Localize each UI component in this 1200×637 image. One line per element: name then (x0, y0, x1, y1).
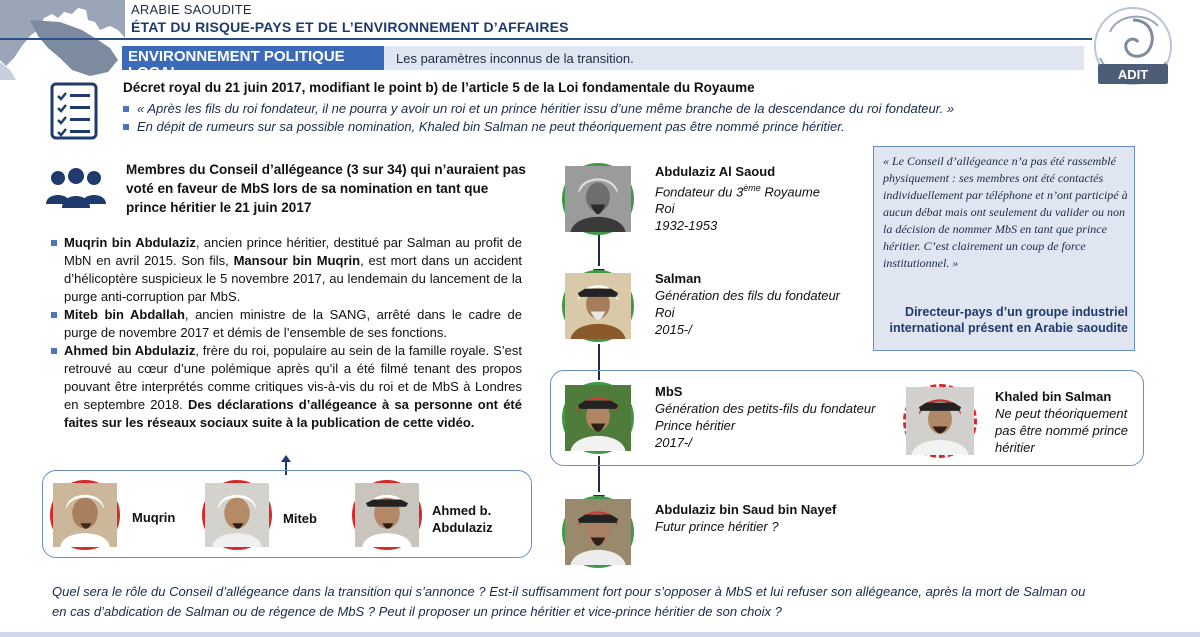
portrait-abdulaziz-bin-saud-bin-nayef (562, 496, 634, 568)
quote-source: Directeur-pays d’un groupe industriel international présent en Arabie saoudite (889, 305, 1128, 335)
council-members-list (50, 234, 522, 432)
portrait-ahmed (352, 480, 422, 550)
tree-node-nayef: Abdulaziz bin Saud bin Nayef Futur prince héritier ? (655, 502, 837, 534)
decree-bullet: En dépit de rumeurs sur sa possible nomination, Khaled bin Salman ne peut théoriquement pas être nommé prince héritier. (123, 118, 1053, 136)
decree-title: Décret royal du 21 juin 2017, modifiant le point b) de l’article 5 de la Loi fondamentale du Royaume (123, 80, 755, 95)
portrait-label: Muqrin (132, 510, 176, 525)
section-title: ENVIRONNEMENT POLITIQUE LOCAL (128, 48, 345, 81)
map-thumbnail (0, 0, 125, 80)
list-item: Muqrin bin Abdulaziz, ancien prince héritier, destitué par Salman au profit de MbN en avril 2015. Son fils, Mansour bin Muqrin, est mort dans un accident d’hélicoptère suspicieux le 5 novembre 2017, au lendemain du lancement de la purge anti-corruption par MbS. (50, 234, 522, 306)
tree-connector (598, 230, 600, 266)
portrait-miteb (202, 480, 272, 550)
tree-node-salman: Salman Génération des fils du fondateur Roi 2015-/ (655, 271, 841, 337)
list-item: Ahmed bin Abdulaziz, frère du roi, populaire au sein de la famille royale. S’est retrouvé au cœur d’une polémique après qu’il a été filmé tenant des propos pouvant être interprétés comme critiques vis-à-vis du roi et de MbS à Londres en septembre 2018. Des déclarations d’allégeance à sa personne ont été faites sur les réseaux sociaux suite à la publication de cette vidéo. (50, 342, 522, 432)
portrait-mbs (562, 382, 634, 454)
portrait-khaled-bin-salman (903, 384, 977, 458)
decree-bullet: « Après les fils du roi fondateur, il ne pourra y avoir un roi et un prince héritier issu d’une même branche de la descendance du roi fondateur. » (123, 100, 1053, 118)
portrait-label: Ahmed b. Abdulaziz (432, 503, 493, 535)
section-banner (122, 46, 384, 81)
group-icon (44, 168, 108, 210)
closing-question: Quel sera le rôle du Conseil d’allégeance dans la transition qui s’annonce ? Est-il suffisamment fort pour s’opposer à MbS et lui refuser son allégeance, après la mort de Salman ou en cas d’abdication de Salman ou de régence de MbS ? Peut il proposer un prince héritier et vice-prince héritier de son choix ? (52, 584, 1086, 619)
quote-text: « Le Conseil d’allégeance n’a pas été rassemblé physiquement : ses membres ont été contactés individuellement par téléphone et n’ont participé à aucun débat mais ont seulement du valider ou non la décision de nommer MbS en tant que prince héritier. C’est clairement un coup de force institutionnel. » (883, 154, 1128, 270)
header-divider (0, 38, 1092, 40)
section-subtitle: Les paramètres inconnus de la transition. (384, 46, 1084, 70)
adit-logo-icon (1090, 2, 1176, 98)
quote-box (873, 146, 1135, 351)
country-label: ARABIE SAOUDITE (131, 2, 252, 17)
list-item: Miteb bin Abdallah, ancien ministre de la SANG, arrêté dans le cadre de purge de novembre 2017 et démis de l’ensemble de ses fonctions. (50, 306, 522, 342)
footer-band (0, 632, 1200, 637)
portrait-label: Miteb (283, 511, 317, 526)
document-title: ÉTAT DU RISQUE-PAYS ET DE L’ENVIRONNEMENT D’AFFAIRES (131, 19, 569, 35)
tree-node-founder: Abdulaziz Al Saoud Fondateur du 3ème Royaume Roi 1932-1953 (655, 164, 820, 234)
portrait-abdulaziz-al-saoud (562, 163, 634, 235)
decree-bullets (123, 100, 1053, 136)
tree-node-khaled: Khaled bin Salman Ne peut théoriquement pas être nommé prince héritier (995, 389, 1128, 455)
portrait-muqrin (50, 480, 120, 550)
tree-node-mbs: MbS Génération des petits-fils du fondateur Prince héritier 2017-/ (655, 384, 876, 450)
portrait-salman (562, 270, 634, 342)
checklist-icon (50, 82, 98, 140)
logo-text: ADIT (1117, 67, 1149, 82)
council-heading: Membres du Conseil d’allégeance (3 sur 34) qui n’auraient pas voté en faveur de MbS lors de sa nomination en tant que prince héritier le 21 juin 2017 (126, 162, 526, 215)
